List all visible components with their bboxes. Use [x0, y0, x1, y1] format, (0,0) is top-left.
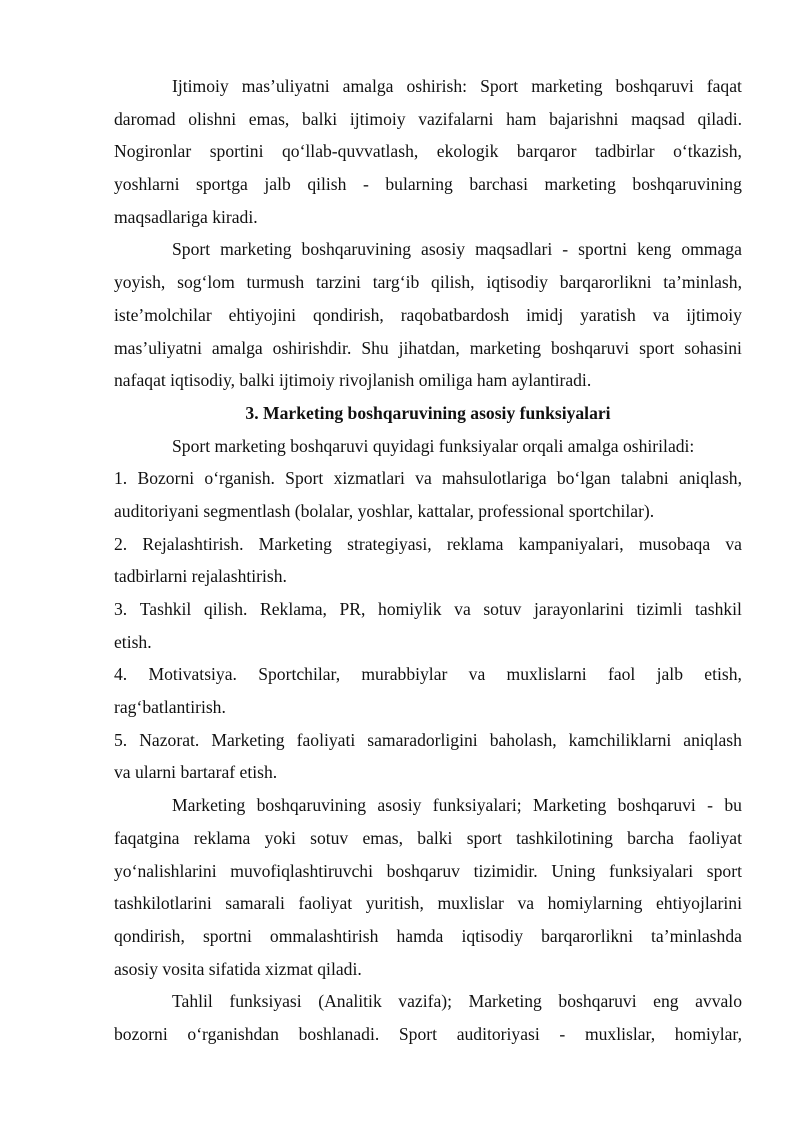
word: faol: [607, 664, 636, 685]
word: o‘tkazish,: [673, 141, 742, 162]
text-line: [114, 266, 742, 299]
word: Marketing: [258, 533, 332, 554]
word: o‘rganishdan: [187, 1023, 279, 1044]
text-line: etish.: [114, 631, 152, 652]
word: Reklama,: [260, 599, 327, 619]
word: tashkilotining: [516, 827, 613, 848]
word: muvofiqlashtiruvchi: [230, 860, 373, 881]
word: bajarishni: [549, 108, 619, 129]
word: Rejalashtirish.: [142, 533, 244, 554]
word: barchasi: [469, 174, 528, 195]
word: daromad: [114, 108, 176, 129]
word: sportni: [578, 239, 628, 260]
word: marketing: [220, 239, 292, 260]
word: sportini: [209, 141, 264, 162]
text-line: [114, 70, 742, 103]
word: Motivatsiya.: [148, 664, 237, 685]
word: qilish: [307, 174, 347, 195]
word: oshirishdir.: [272, 337, 352, 358]
word: homiylar,: [674, 1023, 742, 1044]
word: xizmatlari: [333, 468, 405, 489]
word: sport: [639, 337, 675, 358]
word: oshirish:: [406, 76, 468, 96]
word: vazifalarni: [418, 108, 494, 129]
word: va: [468, 664, 486, 685]
word: keng: [637, 239, 672, 260]
document-page: [114, 70, 742, 1051]
word: boshqaruvining: [256, 795, 367, 816]
word: Sport: [398, 1023, 438, 1044]
word: faoliyat: [688, 827, 742, 848]
word: maqsadlari: [475, 239, 553, 260]
word: yoshlarni: [114, 174, 180, 195]
word: talabni: [620, 468, 669, 489]
text-line: [114, 528, 742, 561]
text-line: [114, 135, 742, 168]
word: etish,: [704, 664, 742, 685]
word: tizimli: [636, 599, 683, 619]
word: Uning: [551, 860, 596, 881]
word: jarayonlarini: [534, 599, 624, 619]
word: 1.: [114, 468, 128, 489]
word: mas’uliyatni: [114, 337, 202, 358]
word: ommaga: [681, 239, 742, 260]
word: emas,: [248, 108, 290, 129]
word: Nogironlar: [114, 141, 192, 162]
word: Sport: [480, 76, 519, 96]
word: asosiy: [421, 239, 466, 260]
word: hamda: [396, 925, 444, 946]
word: Nazorat.: [139, 729, 200, 750]
word: boshlanadi.: [298, 1023, 380, 1044]
word: maqsad: [631, 108, 685, 129]
word: tarzini: [315, 272, 361, 293]
word: iqtisodiy: [486, 272, 548, 293]
word: muxlislarni: [506, 664, 587, 685]
word: amalga: [342, 76, 394, 96]
word: aniqlash: [683, 729, 742, 750]
word: musobaqa: [638, 533, 711, 554]
word: Marketing: [468, 991, 542, 1012]
word: turmush: [246, 272, 305, 293]
word: balki: [417, 827, 453, 848]
word: barcha: [627, 827, 674, 848]
word: o‘rganish.: [204, 468, 275, 489]
word: ommalashtirish: [269, 925, 379, 946]
word: Sport: [285, 468, 324, 489]
word: raqobatbardosh: [400, 304, 510, 325]
word: sportga: [196, 174, 248, 195]
word: jalb: [264, 174, 291, 195]
word: baholash,: [489, 729, 557, 750]
word: sohasini: [684, 337, 742, 358]
word: barqarorlikni: [541, 925, 633, 946]
word: yoki: [264, 827, 296, 848]
word: ijtimoiy: [686, 304, 742, 325]
word: Tashkil: [139, 599, 192, 619]
word: sportni: [202, 925, 252, 946]
word: Marketing: [172, 795, 246, 816]
word: ehtiyojlarini: [655, 893, 742, 914]
text-line: [114, 789, 742, 822]
word: tashkilotlarini: [114, 893, 212, 914]
word: jihatdan,: [398, 337, 460, 358]
word: Marketing: [533, 795, 607, 816]
word: targ‘ib: [372, 272, 420, 293]
text-line: [114, 822, 742, 855]
word: marketing: [469, 337, 542, 358]
word: -: [707, 795, 713, 816]
word: faqat: [706, 76, 742, 96]
word: faqatgina: [114, 827, 180, 848]
word: faoliyat: [298, 893, 353, 914]
word: Bozorni: [137, 468, 195, 489]
word: barqarorlikni: [559, 272, 652, 293]
word: -: [559, 1023, 566, 1044]
text-line: tadbirlarni rejalashtirish.: [114, 566, 287, 587]
word: bu: [724, 795, 742, 816]
text-line: [114, 332, 742, 365]
word: strategiyasi,: [347, 533, 432, 554]
word: boshqaruvi: [558, 991, 637, 1012]
word: boshqaruvining: [632, 174, 742, 195]
word: ekologik: [436, 141, 499, 162]
word: barqaror: [516, 141, 577, 162]
word: Shu: [361, 337, 389, 358]
text-line: va ularni bartaraf etish.: [114, 762, 278, 783]
word: iqtisodiy: [461, 925, 524, 946]
word: ehtiyojini: [228, 304, 297, 325]
word: jalb: [656, 664, 683, 685]
word: samaradorligini: [367, 729, 478, 750]
word: Sport: [172, 239, 211, 260]
word: emas,: [362, 827, 404, 848]
word: va: [652, 304, 670, 325]
word: Tahlil: [172, 991, 213, 1012]
word: Ijtimoiy: [172, 76, 229, 96]
word: bularning: [385, 174, 453, 195]
word: qondirish,: [114, 925, 185, 946]
word: reklama: [193, 827, 251, 848]
word: boshqaruvi: [550, 337, 630, 358]
word: va: [725, 533, 742, 554]
word: iste’molchilar: [114, 304, 212, 325]
word: marketing: [544, 174, 616, 195]
word: homiylarning: [547, 893, 643, 914]
word: funksiyalari;: [432, 795, 522, 816]
text-line: auditoriyani segmentlash (bolalar, yoshlar, kattalar, professional sportchilar).: [114, 500, 655, 521]
word: qilish.: [203, 599, 248, 619]
text-line: Sport marketing boshqaruvi quyidagi funksiyalar orqali amalga oshiriladi:: [172, 435, 695, 456]
word: qondirish,: [312, 304, 384, 325]
text-line: [114, 985, 742, 1018]
word: va: [454, 599, 471, 619]
word: balki: [302, 108, 338, 129]
word: boshqaruvining: [301, 239, 412, 260]
word: yo‘nalishlarini: [114, 860, 217, 881]
word: Sportchilar,: [258, 664, 341, 685]
text-line: [114, 299, 742, 332]
word: mahsulotlariga: [442, 468, 547, 489]
text-line: nafaqat iqtisodiy, balki ijtimoiy rivojlanish omiliga ham aylantiradi.: [114, 370, 592, 391]
word: aniqlash,: [678, 468, 742, 489]
word: 4.: [114, 664, 128, 685]
word: muxlislar,: [584, 1023, 656, 1044]
word: sog‘lom: [177, 272, 235, 293]
text-line: [114, 103, 742, 136]
word: boshqaruvi: [615, 76, 694, 96]
word: ijtimoiy: [349, 108, 406, 129]
word: va: [415, 468, 432, 489]
word: ta’minlashda: [651, 925, 742, 946]
word: boshqaruvi: [617, 795, 696, 816]
word: tashkil: [695, 599, 742, 619]
word: auditoriyasi: [456, 1023, 540, 1044]
word: kampaniyalari,: [518, 533, 624, 554]
word: ta’minlash,: [663, 272, 742, 293]
word: yaratish: [580, 304, 636, 325]
word: marketing: [531, 76, 603, 96]
word: vazifa);: [398, 991, 453, 1012]
word: Marketing: [211, 729, 285, 750]
word: yoyish,: [114, 272, 166, 293]
text-line: rag‘batlantirish.: [114, 697, 226, 718]
text-line: [114, 658, 742, 691]
word: sotuv: [483, 599, 522, 619]
word: faoliyati: [296, 729, 356, 750]
word: 5.: [114, 729, 128, 750]
word: avvalo: [695, 991, 742, 1012]
word: samarali: [225, 893, 285, 914]
text-line: [114, 1018, 742, 1051]
text-line: [114, 724, 742, 757]
word: muxlislar: [437, 893, 504, 914]
word: 2.: [114, 533, 128, 554]
word: ham: [506, 108, 537, 129]
text-line: [114, 593, 742, 626]
word: -: [562, 239, 569, 260]
word: imidj: [526, 304, 564, 325]
word: asosiy: [377, 795, 422, 816]
word: murabbiylar: [361, 664, 448, 685]
word: homiylik: [378, 599, 442, 619]
word: amalga: [211, 337, 263, 358]
text-line: [114, 855, 742, 888]
word: sport: [466, 827, 502, 848]
word: mas’uliyatni: [241, 76, 330, 96]
section-heading: 3. Marketing boshqaruvining asosiy funksiyalari: [245, 402, 611, 423]
word: eng: [653, 991, 679, 1012]
word: sport: [706, 860, 742, 881]
text-line: [114, 168, 742, 201]
word: qo‘llab-quvvatlash,: [281, 141, 419, 162]
word: qilish,: [431, 272, 475, 293]
word: funksiyalari: [609, 860, 694, 881]
word: 3.: [114, 599, 128, 619]
text-line: maqsadlariga kiradi.: [114, 206, 258, 227]
word: reklama: [446, 533, 504, 554]
word: tizimidir.: [473, 860, 538, 881]
text-line: [114, 920, 742, 953]
word: yuritish,: [365, 893, 424, 914]
word: (Analitik: [318, 991, 382, 1012]
text-line: asosiy vosita sifatida xizmat qiladi.: [114, 958, 362, 979]
word: funksiyasi: [229, 991, 302, 1012]
text-line: [114, 462, 742, 495]
word: -: [362, 174, 369, 195]
text-line: [114, 887, 742, 920]
word: PR,: [339, 599, 366, 619]
word: tadbirlar: [594, 141, 655, 162]
word: bo‘lgan: [556, 468, 611, 489]
word: kamchiliklarni: [568, 729, 672, 750]
word: olishni: [188, 108, 237, 129]
word: boshqaruv: [386, 860, 460, 881]
word: va: [517, 893, 535, 914]
text-line: [114, 233, 742, 266]
word: qiladi.: [697, 108, 742, 129]
word: bozorni: [114, 1023, 168, 1044]
word: sotuv: [310, 827, 349, 848]
